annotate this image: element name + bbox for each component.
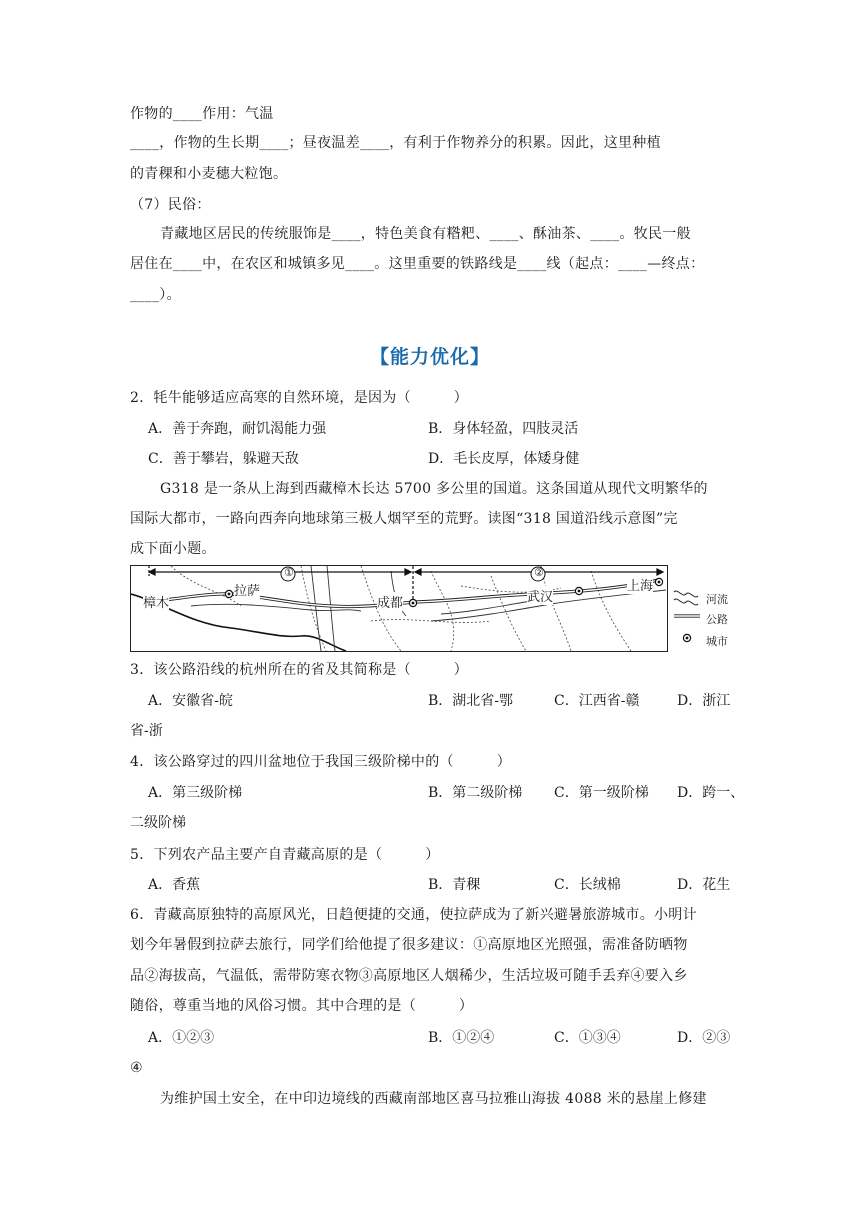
option-d: D．毛长皮厚，体矮身健: [428, 451, 580, 467]
option-a: A．第三级阶梯: [148, 785, 243, 801]
option-c: C．①③④: [554, 1030, 621, 1046]
option-c: C．江西省-赣: [554, 693, 640, 709]
segment-label-1: ①: [284, 566, 294, 579]
city-label-zhangmu: 樟木: [143, 592, 169, 611]
passage-line: 成下面小题。: [130, 541, 216, 557]
text-line: （7）民俗：: [130, 197, 211, 213]
city-label-lhasa: 拉萨: [234, 580, 260, 599]
option-b: B．第二级阶梯: [428, 785, 523, 801]
passage-line: 国际大都市，一路向西奔向地球第三极人烟罕至的荒野。读图“318 国道沿线示意图”完: [130, 511, 678, 527]
route-map: [130, 565, 668, 652]
city-label-wuhan: 武汉: [527, 586, 553, 605]
option-b: B．①②④: [428, 1030, 495, 1046]
question-stem: 5．下列农产品主要产自青藏高原的是（ ）: [130, 847, 440, 863]
question-stem: 3．该公路沿线的杭州所在的省及其简称是（ ）: [130, 662, 469, 678]
option-a: A．安徽省-皖: [148, 693, 233, 709]
question-stem: 6．青藏高原独特的高原风光，日趋便捷的交通，使拉萨成为了新兴避暑旅游城市。小明计: [130, 907, 697, 923]
legend-road-label: 公路: [706, 613, 728, 626]
option-b: B．青稞: [428, 877, 481, 893]
question-stem: 2．牦牛能够适应高寒的自然环境，是因为（ ）: [130, 390, 469, 406]
option-c: C．第一级阶梯: [554, 785, 649, 801]
passage-line: 为维护国土安全，在中印边境线的西藏南部地区喜马拉雅山海拔 4088 米的悬崖上修建: [160, 1091, 707, 1107]
option-c: C．善于攀岩，躲避天敌: [148, 451, 299, 467]
option-d: D．花生: [677, 877, 731, 893]
option-a: A．善于奔跑，耐饥渴能力强: [148, 421, 327, 437]
option-d: D．②③: [677, 1030, 731, 1046]
legend-river-label: 河流: [706, 593, 728, 606]
text-line: 青藏地区居民的传统服饰是____，特色美食有糌粑、____、酥油茶、____。牧民一般: [160, 226, 691, 242]
passage-line: G318 是一条从上海到西藏樟木长达 5700 多公里的国道。这条国道从现代文明繁华的: [160, 481, 708, 497]
text-line: 居住在____中，在农区和城镇多见____。这里重要的铁路线是____线（起点：____—终点：: [130, 256, 705, 272]
option-c: C．长绒棉: [554, 877, 621, 893]
option-a: A．香蕉: [148, 877, 201, 893]
option-d-continued: ④: [130, 1060, 143, 1076]
question-stem: 划今年暑假到拉萨去旅行，同学们给他提了很多建议：①高原地区光照强，需准备防晒物: [130, 937, 688, 953]
legend-city-label: 城市: [706, 635, 728, 648]
option-d-continued: 二级阶梯: [130, 815, 186, 831]
segment-label-2: ②: [534, 566, 544, 579]
text-line: 的青稞和小麦穗大粒饱。: [130, 166, 288, 182]
city-label-shanghai: 上海: [627, 575, 653, 594]
text-line: ____，作物的生长期____；昼夜温差____，有利于作物养分的积累。因此，这里种植: [130, 135, 661, 151]
text-line: 作物的____作用：气温: [130, 106, 274, 122]
section-title: 【能力优化】: [369, 346, 490, 368]
question-stem: 4．该公路穿过的四川盆地位于我国三级阶梯中的（ ）: [130, 754, 512, 770]
city-label-chengdu: 成都: [377, 592, 403, 611]
option-d: D．浙江: [677, 693, 731, 709]
text-line: ____）。: [130, 287, 181, 303]
option-d: D．跨一、: [677, 785, 745, 801]
option-b: B．湖北省-鄂: [428, 693, 514, 709]
river-legend-icon: [674, 591, 698, 597]
option-a: A．①②③: [148, 1030, 215, 1046]
option-d-continued: 省-浙: [130, 723, 163, 739]
question-stem: 品②海拔高，气温低，需带防寒衣物③高原地区人烟稀少，生活垃圾可随手丢弃④要入乡: [130, 968, 688, 984]
question-stem: 随俗，尊重当地的风俗习惯。其中合理的是（ ）: [130, 998, 474, 1014]
map-legend-symbols: [672, 588, 702, 648]
option-b: B．身体轻盈，四肢灵活: [428, 421, 579, 437]
